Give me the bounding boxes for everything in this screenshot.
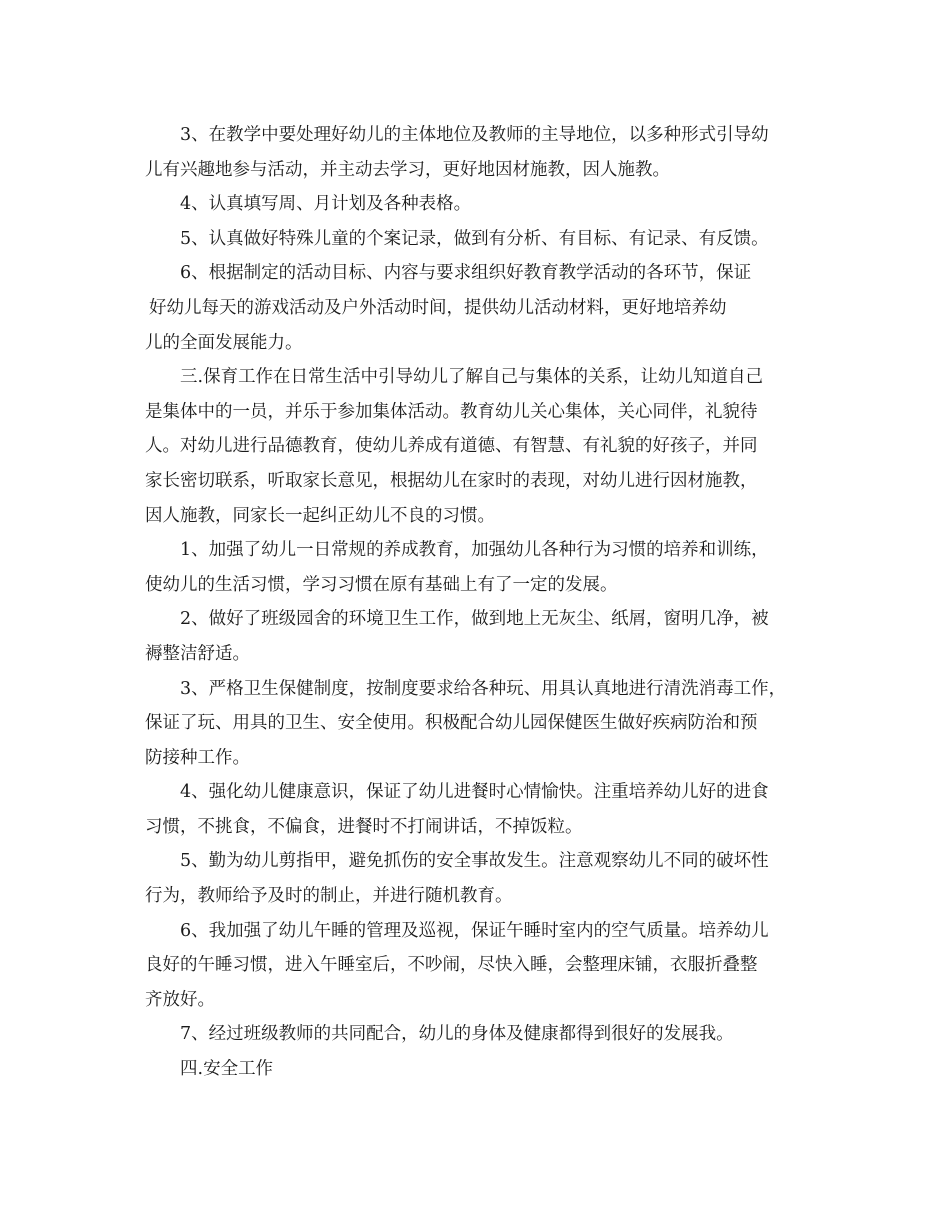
text-line: 使幼儿的生活习惯，学习习惯在原有基础上有了一定的发展。 xyxy=(145,574,618,595)
text-line: 5、认真做好特殊儿童的个案记录，做到有分析、有目标、有记录、有反馈。 xyxy=(180,228,769,249)
text-line: 3、严格卫生保健制度，按制度要求给各种玩、用具认真地进行清洗消毒工作， xyxy=(180,678,787,699)
document-body xyxy=(145,118,825,1087)
text-line: 褥整洁舒适。 xyxy=(145,643,250,664)
text-line: 儿有兴趣地参与活动，并主动去学习，更好地因材施教，因人施教。 xyxy=(145,159,670,180)
text-line: 6、我加强了幼儿午睡的管理及巡视，保证午睡时室内的空气质量。培养幼儿 xyxy=(180,920,769,941)
text-line: 人。对幼儿进行品德教育，使幼儿养成有道德、有智慧、有礼貌的好孩子，并同 xyxy=(145,436,758,457)
text-line: 因人施教，同家长一起纠正幼儿不良的习惯。 xyxy=(145,505,495,526)
text-line: 3、在教学中要处理好幼儿的主体地位及教师的主导地位，以多种形式引导幼 xyxy=(180,125,769,145)
text-line: 良好的午睡习惯，进入午睡室后，不吵闹，尽快入睡，会整理床铺，衣服折叠整 xyxy=(145,955,758,976)
text-line: 三.保育工作在日常生活中引导幼儿了解自己与集体的关系，让幼儿知道自己 xyxy=(180,367,764,388)
text-line: 7、经过班级教师的共同配合，幼儿的身体及健康都得到很好的发展我。 xyxy=(180,1024,734,1045)
text-line: 家长密切联系，听取家长意见，根据幼儿在家时的表现，对幼儿进行因材施教， xyxy=(145,470,758,491)
text-line: 1、加强了幼儿一日常规的养成教育，加强幼儿各种行为习惯的培养和训练， xyxy=(180,540,769,561)
text-line: 防接种工作。 xyxy=(145,747,250,768)
text-line: 习惯，不挑食，不偏食，进餐时不打闹讲话，不掉饭粒。 xyxy=(145,816,583,837)
text-line: 行为，教师给予及时的制止，并进行随机教育。 xyxy=(145,886,513,907)
text-line: 是集体中的一员，并乐于参加集体活动。教育幼儿关心集体，关心同伴，礼貌待 xyxy=(145,401,758,422)
text-line: 儿的全面发展能力。 xyxy=(145,332,303,353)
text-line: 6、根据制定的活动目标、内容与要求组织好教育教学活动的各环节，保证 xyxy=(180,263,752,284)
text-line: 4、认真填写周、月计划及各种表格。 xyxy=(180,194,472,215)
text-line: 2、做好了班级园舍的环境卫生工作，做到地上无灰尘、纸屑，窗明几净，被 xyxy=(180,609,769,630)
text-line: 四.安全工作 xyxy=(180,1059,274,1080)
text-line: 齐放好。 xyxy=(145,989,215,1010)
text-line: 4、强化幼儿健康意识，保证了幼儿进餐时心情愉快。注重培养幼儿好的进食 xyxy=(180,782,769,803)
text-line: 保证了玩、用具的卫生、安全使用。积极配合幼儿园保健医生做好疾病防治和预 xyxy=(145,713,758,734)
text-line: 好幼儿每天的游戏活动及户外活动时间，提供幼儿活动材料，更好地培养幼 xyxy=(149,297,727,318)
text-line: 5、勤为幼儿剪指甲，避免抓伤的安全事故发生。注意观察幼儿不同的破坏性 xyxy=(180,851,769,872)
